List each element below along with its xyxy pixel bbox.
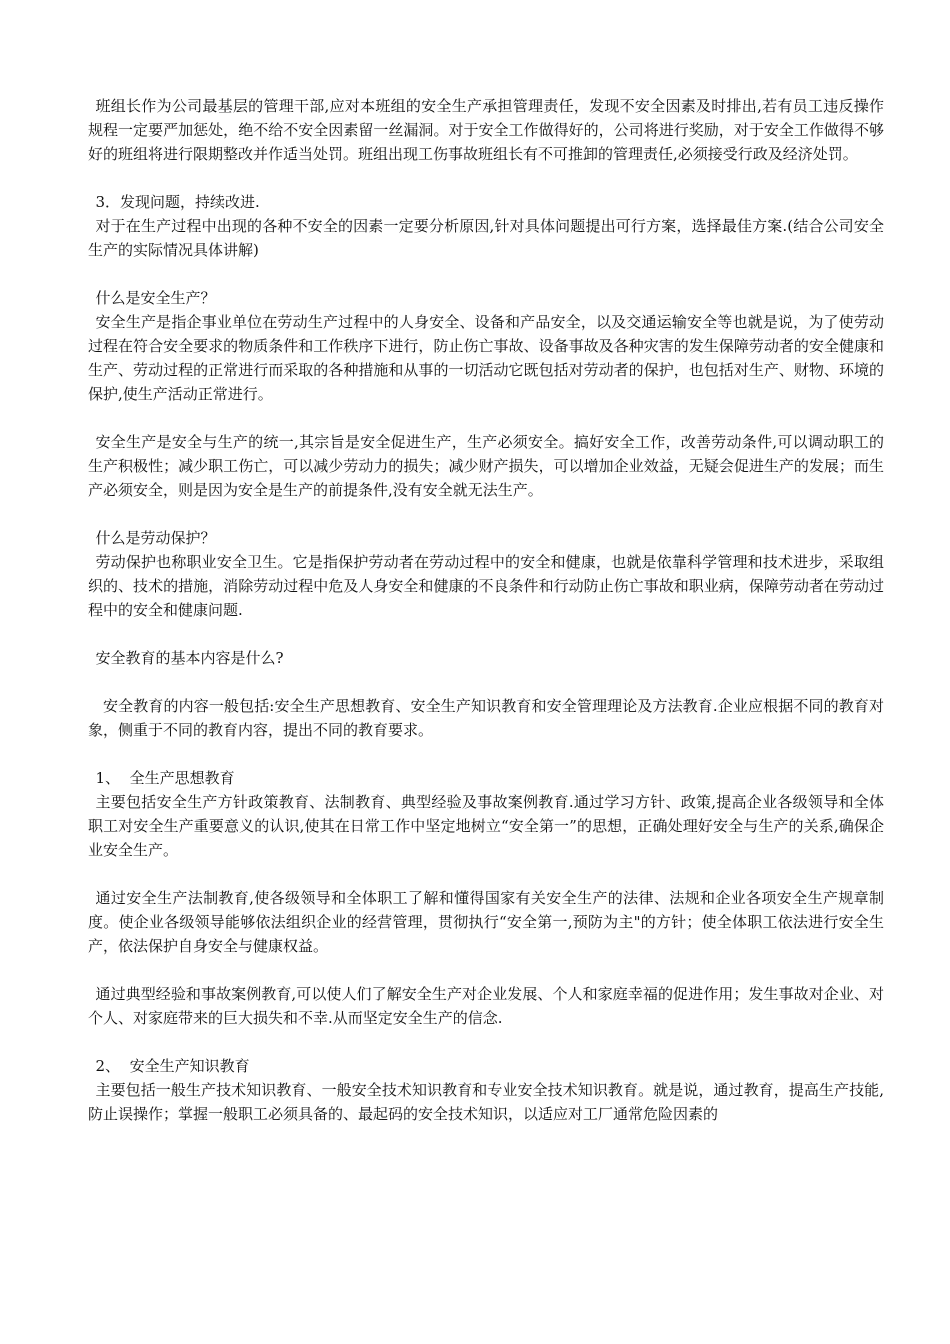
heading-find-problems: 3．发现问题，持续改进. xyxy=(95,193,260,211)
heading-safety-thought-education: 1、 全生产思想教育 xyxy=(95,769,235,787)
blank-line xyxy=(88,742,884,766)
heading-safety-knowledge-education: 2、 安全生产知识教育 xyxy=(95,1057,250,1075)
blank-line xyxy=(88,1030,884,1054)
blank-line xyxy=(88,166,884,190)
paragraph-safety-and-production-unity: 安全生产是安全与生产的统一,其宗旨是安全促进生产，生产必须安全。搞好安全工作，改善劳动条件,可以调动职工的生产积极性；减少职工伤亡，可以减少劳动力的损失；减少财产损失，可以增加企业效益，无疑会促进生产的发展；而生产必须安全，则是因为安全是生产的前提条件,没有安全就无法生产。 xyxy=(88,433,884,499)
paragraph-legal-education: 通过安全生产法制教育,使各级领导和全体职工了解和懂得国家有关安全生产的法律、法规和企业各项安全生产规章制度。使企业各级领导能够依法组织企业的经营管理，贯彻执行“安全第一,预防为主"的方针；使全体职工依法进行安全生产，依法保护自身安全与健康权益。 xyxy=(88,889,884,955)
blank-line xyxy=(88,622,884,646)
paragraph-safety-knowledge-education: 主要包括一般生产技术知识教育、一般安全技术知识教育和专业安全技术知识教育。就是说，通过教育，提高生产技能,防止误操作；掌握一般职工必须具备的、最起码的安全技术知识，以适应对工厂通常危险因素的 xyxy=(88,1081,884,1123)
heading-what-is-safety-production: 什么是安全生产？ xyxy=(95,289,216,307)
blank-line xyxy=(88,262,884,286)
heading-safety-education-content: 安全教育的基本内容是什么? xyxy=(95,649,284,667)
paragraph-team-leader-responsibility: 班组长作为公司最基层的管理干部,应对本班组的安全生产承担管理责任，发现不安全因素及时排出,若有员工违反操作规程一定要严加惩处，绝不给不安全因素留一丝漏洞。对于安全工作做得好的，公司将进行奖励，对于安全工作做得不够好的班组将进行限期整改并作适当处罚。班组出现工伤事故班组长有不可推卸的管理责任,必须接受行政及经济处罚。 xyxy=(88,97,884,163)
blank-line xyxy=(88,862,884,886)
paragraph-find-problems: 对于在生产过程中出现的各种不安全的因素一定要分析原因,针对具体问题提出可行方案，选择最佳方案.(结合公司安全生产的实际情况具体讲解) xyxy=(88,217,884,259)
paragraph-policy-education: 主要包括安全生产方针政策教育、法制教育、典型经验及事故案例教育.通过学习方针、政策,提高企业各级领导和全体职工对安全生产重要意义的认识,使其在日常工作中坚定地树立“安全第一”的思想，正确处理好安全与生产的关系,确保企业安全生产。 xyxy=(88,793,884,859)
paragraph-case-education: 通过典型经验和事故案例教育,可以使人们了解安全生产对企业发展、个人和家庭幸福的促进作用；发生事故对企业、对个人、对家庭带来的巨大损失和不幸.从而坚定安全生产的信念. xyxy=(88,985,884,1027)
paragraph-safety-production-definition: 安全生产是指企事业单位在劳动生产过程中的人身安全、设备和产品安全，以及交通运输安全等也就是说，为了使劳动过程在符合安全要求的物质条件和工作秩序下进行，防止伤亡事故、设备事故及各种灾害的发生保障劳动者的安全健康和生产、劳动过程的正常进行而采取的各种措施和从事的一切活动它既包括对劳动者的保护，也包括对生产、财物、环境的保护,使生产活动正常进行。 xyxy=(88,313,884,403)
blank-line xyxy=(88,406,884,430)
blank-line xyxy=(88,958,884,982)
blank-line xyxy=(88,670,884,694)
document-page xyxy=(88,94,884,1126)
heading-what-is-labor-protection: 什么是劳动保护？ xyxy=(95,529,216,547)
blank-line xyxy=(88,502,884,526)
paragraph-labor-protection-definition: 劳动保护也称职业安全卫生。它是指保护劳动者在劳动过程中的安全和健康，也就是依靠科学管理和技术进步，采取组织的、技术的措施，消除劳动过程中危及人身安全和健康的不良条件和行动防止伤亡事故和职业病，保障劳动者在劳动过程中的安全和健康问题. xyxy=(88,553,884,619)
paragraph-safety-education-overview: 安全教育的内容一般包括:安全生产思想教育、安全生产知识教育和安全管理理论及方法教育.企业应根据不同的教育对象，侧重于不同的教育内容，提出不同的教育要求。 xyxy=(88,697,884,739)
